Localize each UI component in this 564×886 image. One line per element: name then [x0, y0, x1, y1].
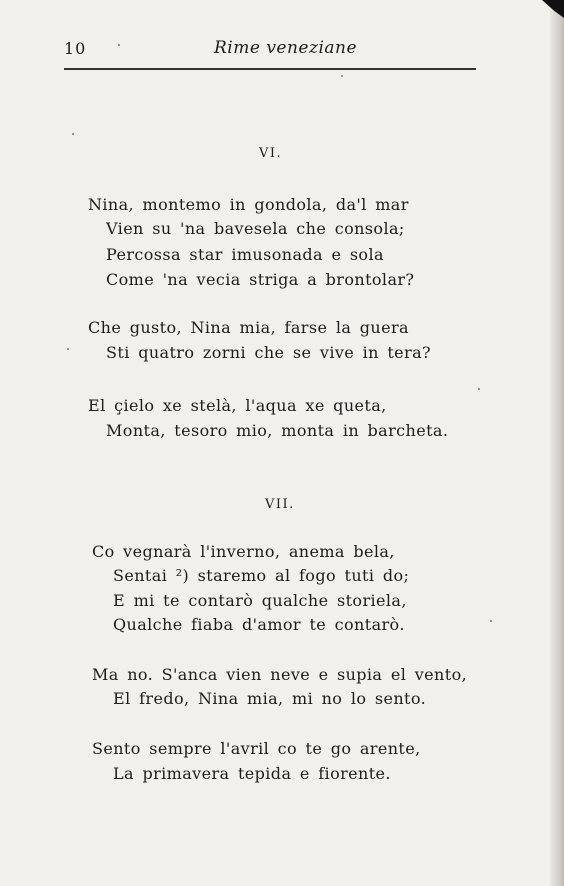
page-number: 10 — [64, 39, 87, 58]
poem-line: Percossa star imusonada e sola — [106, 245, 384, 264]
page-header — [64, 34, 476, 62]
poem-line: Vien su 'na bavesela che consola; — [106, 219, 405, 238]
poem-line: El fredo, Nina mia, mi no lo sento. — [113, 689, 427, 708]
poem-line: Qualche fiaba d'amor te contarò. — [113, 615, 405, 634]
scan-speck — [67, 348, 69, 350]
poem-line: Co vegnarà l'inverno, anema bela, — [92, 542, 395, 561]
poem-line: El çielo xe stelà, l'aqua xe queta, — [88, 396, 387, 415]
poem-line: Sentai ²) staremo al fogo tuti do; — [113, 566, 410, 585]
scan-speck — [341, 75, 343, 77]
poem-line: Sento sempre l'avril co te go arente, — [92, 739, 421, 758]
scan-speck — [118, 44, 120, 46]
scan-speck — [72, 133, 74, 135]
section-heading-vii: VII. — [265, 497, 295, 512]
poem-line: Nina, montemo in gondola, da'l mar — [88, 195, 409, 214]
header-rule — [64, 68, 476, 70]
page-edge-shadow — [550, 0, 564, 886]
poem-line: E mi te contarò qualche storiela, — [113, 591, 407, 610]
section-heading-vi: VI. — [259, 146, 283, 161]
running-title: Rime veneziane — [214, 38, 358, 58]
poem-line: Come 'na vecia striga a brontolar? — [106, 270, 415, 289]
poem-line: Monta, tesoro mio, monta in barcheta. — [106, 421, 449, 440]
poem-line: Che gusto, Nina mia, farse la guera — [88, 318, 409, 337]
poem-line: Sti quatro zorni che se vive in tera? — [106, 343, 432, 362]
poem-line: Ma no. S'anca vien neve e supia el vento, — [92, 665, 468, 684]
poem-line: La primavera tepida e fiorente. — [113, 764, 391, 783]
scan-speck — [478, 388, 480, 390]
scan-speck — [490, 620, 492, 622]
